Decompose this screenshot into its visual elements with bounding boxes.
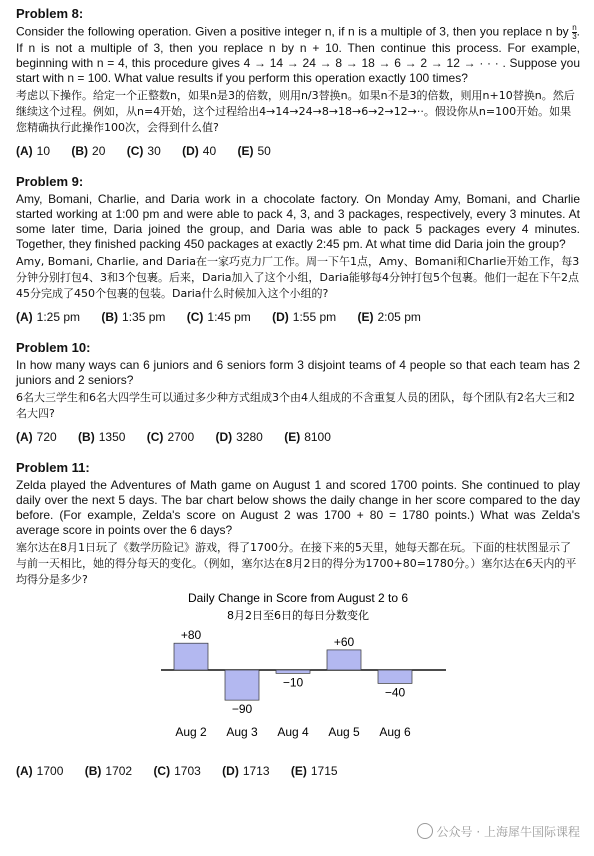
bar-aug-5 — [327, 650, 361, 670]
problem-text-zh: 考虑以下操作。给定一个正整数n，如果n是3的倍数，则用n/3替换n。如果n不是3的倍数，则用n+10替换n。然后继续这个过程。例如，从n=4开始，这个过程给出4→14→24→8→18→6→2→12→··。假设你从n=100开始。如果您精确执行此操作100次，会得到什么值? — [16, 89, 575, 134]
choice-b[interactable]: (B) 20 — [71, 144, 106, 158]
choice-a[interactable]: (A) 720 — [16, 430, 57, 444]
problem-text-zh: 塞尔达在8月1日玩了《数学历险记》游戏，得了1700分。在接下来的5天里，她每天都在玩。下面的柱状图显示了与前一天相比，她的得分每天的变化。（例如，塞尔达在8月2日的得分为1700+80=1780分。）塞尔达在6天内的平均得分是多少? — [16, 541, 577, 586]
choice-c[interactable]: (C) 1703 — [153, 764, 201, 778]
bar-aug-4 — [276, 670, 310, 673]
fraction-n-over-3: $\frac{n}{3}$ — [572, 23, 577, 41]
choice-e[interactable]: (E) 50 — [237, 144, 271, 158]
watermark: 公众号 · 上海犀牛国际课程 — [417, 823, 580, 840]
choice-e[interactable]: (E) 8100 — [284, 430, 331, 444]
answer-choices — [16, 144, 580, 160]
chart-title: Daily Change in Score from August 2 to 6 — [187, 591, 409, 605]
category-label: Aug 3 — [226, 725, 258, 739]
choice-b[interactable]: (B) 1:35 pm — [101, 310, 166, 324]
category-label: Aug 5 — [328, 725, 360, 739]
bar-value-label: −90 — [231, 702, 253, 717]
choice-c[interactable]: (C) 30 — [126, 144, 161, 158]
problem-11 — [16, 460, 580, 780]
answer-choices — [16, 430, 580, 446]
choice-c[interactable]: (C) 1:45 pm — [186, 310, 251, 324]
bar-group — [161, 628, 446, 739]
choice-b[interactable]: (B) 1350 — [78, 430, 126, 444]
problem-heading: Problem 8: — [16, 6, 84, 21]
problem-9 — [16, 174, 580, 326]
problem-heading: Problem 11: — [16, 460, 90, 475]
problem-text-en: In how many ways can 6 juniors and 6 seniors form 3 disjoint teams of 4 people so that each team has 2 juniors and 2 seniors? — [16, 358, 580, 387]
bar-value-label: +60 — [333, 634, 355, 649]
problem-8 — [16, 6, 580, 160]
bar-aug-3 — [225, 670, 259, 700]
choice-c[interactable]: (C) 2700 — [146, 430, 195, 444]
problem-heading: Problem 9: — [16, 174, 84, 189]
problem-heading: Problem 10: — [16, 340, 91, 355]
bar-aug-2 — [174, 643, 208, 670]
choice-d[interactable]: (D) 1713 — [222, 764, 270, 778]
choice-d[interactable]: (D) 3280 — [215, 430, 263, 444]
choice-a[interactable]: (A) 10 — [16, 144, 51, 158]
bar-value-label: −10 — [282, 675, 304, 690]
bar-chart-svg — [16, 588, 580, 756]
choice-d[interactable]: (D) 1:55 pm — [272, 310, 337, 324]
chart-subtitle: 8月2日至6日的每日分数变化 — [227, 609, 369, 622]
choice-a[interactable]: (A) 1:25 pm — [16, 310, 81, 324]
problem-text-en: Zelda played the Adventures of Math game on August 1 and scored 1700 points. She continued to play daily over the next 5 days. The bar chart below shows the daily change in her score compared to the day before. (For example, Zelda's score on August 2 was 1700 + 80 = 1780 points.) What was Zelda's average score in points over the 6 days? — [16, 478, 580, 537]
problem-text-en: Amy, Bomani, Charlie, and Daria work in a chocolate factory. On Monday Amy, Bomani, and Charlie started working at 1:00 pm and were able to pack 4, 3, and 3 packages, respectively, every 3 minutes. At some later time, Daria joined the group, and Daria was able to pack 5 packages every 4 minutes. Together, they finished packing 450 packages at exactly 2:45 pm. At what time did Daria join the group? — [16, 192, 580, 251]
category-label: Aug 2 — [175, 725, 207, 739]
choice-a[interactable]: (A) 1700 — [16, 764, 64, 778]
answer-choices — [16, 310, 580, 326]
bar-value-label: +80 — [180, 628, 202, 643]
bar-aug-6 — [378, 670, 412, 683]
problem-page — [16, 6, 580, 794]
score-change-bar-chart — [16, 588, 580, 756]
problem-text-en: Consider the following operation. Given a positive integer n, if n is a multiple of 3, then you replace n by $\frac{n}{3}$ . If n is not a multiple of 3, then you replace n by n + 10. Then continue this process. For example, beginning with n = 4, this procedure gives 4 → 14 → 24 → 8 → 18 → 6 → 2 → 12 → · · · . Suppose you start with n = 100. What value results if you perform this operation exactly 100 times? — [16, 23, 580, 85]
answer-choices — [16, 764, 580, 780]
choice-d[interactable]: (D) 40 — [182, 144, 217, 158]
wechat-icon — [417, 823, 433, 839]
problem-text-zh: Amy, Bomani, Charlie, and Daria在一家巧克力厂工作。周一下午1点，Amy、Bomani和Charlie开始工作，每3分钟分别打包4、3和3个包裹。后来，Daria加入了这个小组，Daria能够每4分钟打包5个包裹。他们一起在下午2点45分完成了450个包裹的包装。Daria什么时候加入这个小组的? — [16, 255, 580, 300]
bar-value-label: −40 — [384, 685, 406, 700]
category-label: Aug 4 — [277, 725, 309, 739]
choice-b[interactable]: (B) 1702 — [84, 764, 133, 778]
problem-10 — [16, 340, 580, 446]
problem-text-zh: 6名大三学生和6名大四学生可以通过多少种方式组成3个由4人组成的不含重复人员的团队，每个团队有2名大三和2名大四? — [16, 391, 575, 420]
choice-e[interactable]: (E) 2:05 pm — [357, 310, 421, 324]
choice-e[interactable]: (E) 1715 — [290, 764, 338, 778]
category-label: Aug 6 — [379, 725, 411, 739]
